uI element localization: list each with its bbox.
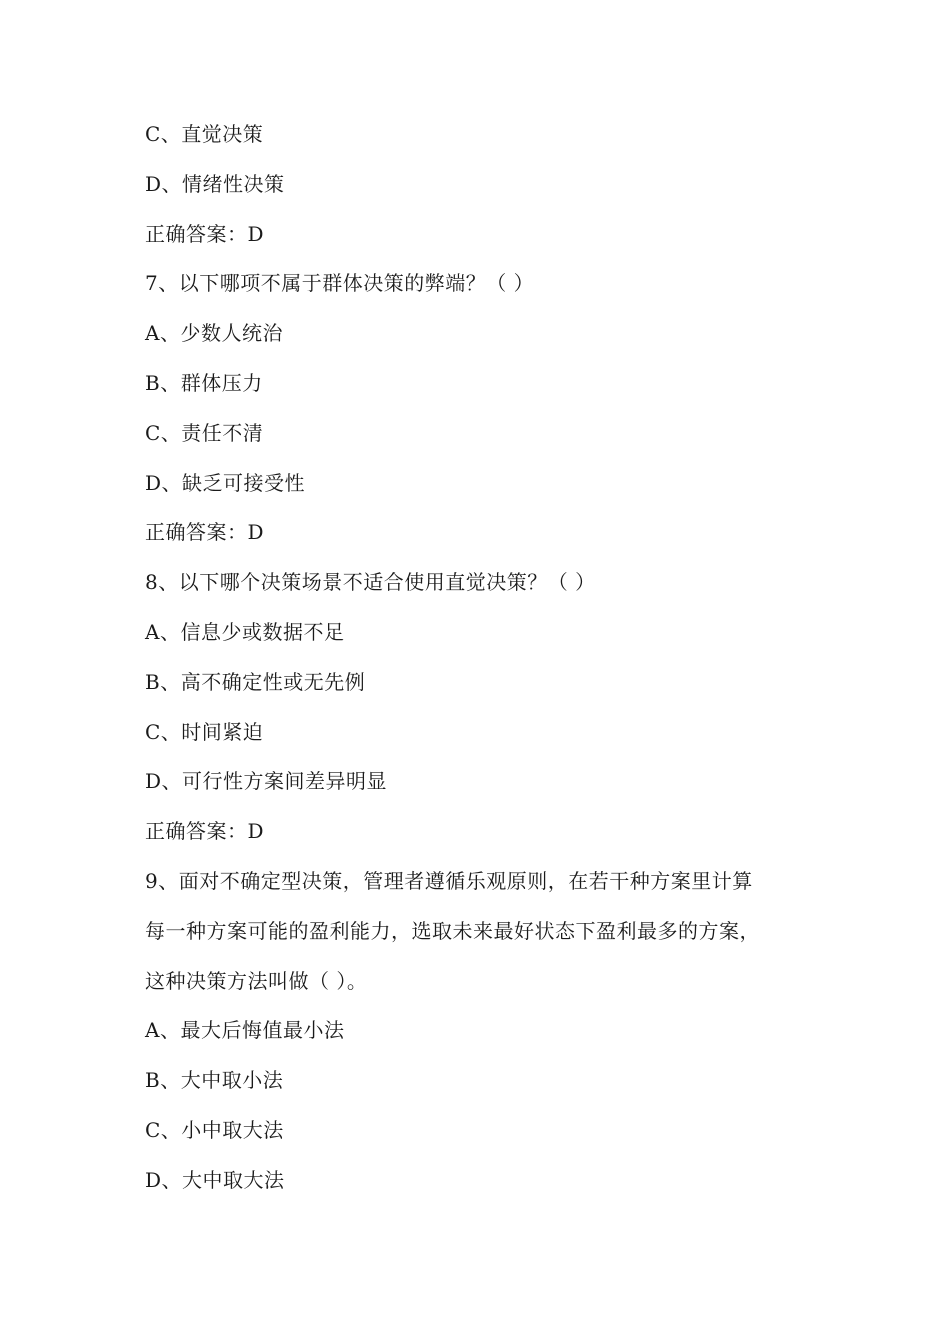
question-9-line-3: 这种决策方法叫做（ ）。 [145, 968, 368, 993]
option-c-q6: C、直觉决策 [145, 122, 264, 146]
answer-q8: 正确答案：D [145, 819, 265, 844]
question-7: 7、以下哪项不属于群体决策的弊端？（ ） [145, 271, 535, 296]
option-d-q8: D、可行性方案间差异明显 [145, 769, 388, 794]
answer-q7: 正确答案：D [145, 520, 265, 545]
option-d-q7: D、缺乏可接受性 [145, 470, 306, 495]
option-c-q9: C、小中取大法 [145, 1117, 284, 1142]
question-8: 8、以下哪个决策场景不适合使用直觉决策？（ ） [145, 570, 596, 595]
option-b-q9: B、大中取小法 [145, 1068, 284, 1093]
document-page [145, 110, 815, 1206]
option-d-q6: D、情绪性决策 [145, 171, 285, 196]
option-c-q7: C、责任不清 [145, 420, 264, 445]
question-9-line-2: 每一种方案可能的盈利能力，选取未来最好状态下盈利最多的方案， [145, 918, 760, 943]
option-a-q7: A、少数人统治 [145, 321, 283, 346]
option-a-q8: A、信息少或数据不足 [145, 619, 345, 644]
option-d-q9: D、大中取大法 [145, 1167, 285, 1192]
option-c-q8: C、时间紧迫 [145, 719, 264, 744]
option-a-q9: A、最大后悔值最小法 [145, 1018, 345, 1043]
option-b-q7: B、群体压力 [145, 370, 263, 395]
option-b-q8: B、高不确定性或无先例 [145, 669, 366, 694]
question-9-line-1: 9、面对不确定型决策，管理者遵循乐观原则，在若干种方案里计算 [145, 868, 753, 893]
answer-q6: 正确答案：D [145, 221, 265, 246]
